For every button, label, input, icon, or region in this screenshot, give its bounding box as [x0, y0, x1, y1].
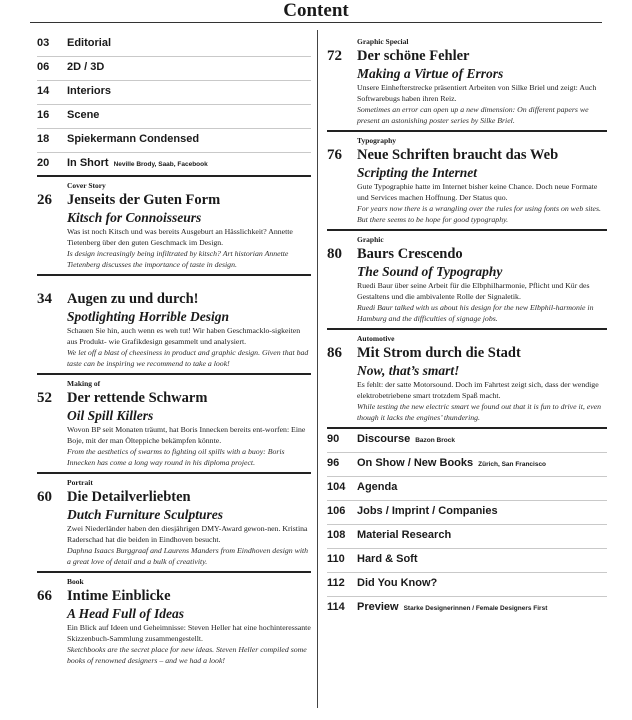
page-number: 18 — [37, 133, 50, 145]
category-label — [67, 280, 311, 290]
summary-english: Daphna Isaacs Burggraaf and Laurens Manders from Eindhoven design with a great love of detail and a bulk of creativity. — [67, 546, 309, 566]
headline-german: Der rettende Schwarm — [67, 390, 208, 406]
headline-english: Dutch Furniture Sculptures — [67, 507, 224, 522]
summary-english: Sketchbooks are the secret place for new ideas. Steven Heller compiled some books of renowned designers – and we had a look! — [67, 645, 307, 665]
toc-entry[interactable] — [327, 453, 607, 477]
entry-title: Material Research — [357, 529, 452, 541]
page-number: 06 — [37, 61, 50, 73]
page-number: 34 — [37, 291, 52, 307]
right-column — [327, 33, 607, 621]
summary-german: Unsere Einhefterstrecke präsentiert Arbeiten von Silke Briel und zeigt: Auch Softwarebugs haben ihren Reiz. — [357, 83, 597, 103]
left-column — [37, 33, 311, 670]
page-number: 14 — [37, 85, 50, 97]
category-label: Typography — [357, 136, 397, 145]
page-number: 72 — [327, 48, 342, 64]
headline-german: Augen zu und durch! — [67, 291, 199, 307]
summary-english: Is design increasingly being infiltrated by kitsch? Art historian Annette Tietenberg discusses the importance of taste in design. — [67, 249, 289, 269]
page-number: 96 — [327, 457, 340, 469]
entry-title: Jobs / Imprint / Companies — [357, 505, 498, 517]
entry-title: Did You Know? — [357, 577, 438, 589]
entry-title: On Show / New Books — [357, 457, 474, 469]
headline-english: A Head Full of Ideas — [67, 606, 185, 621]
summary-german: Was ist noch Kitsch und was bereits Ausgeburt an Hässlichkeit? Annette Tietenberg über den guten Geschmack im Design. — [67, 227, 293, 247]
page-number: 104 — [327, 481, 346, 493]
headline-english: Kitsch for Connoisseurs — [67, 210, 202, 225]
entry-title: 2D / 3D — [67, 61, 105, 73]
feature-entry[interactable] — [37, 276, 311, 375]
feature-entry[interactable] — [37, 474, 311, 573]
feature-entry[interactable] — [327, 330, 607, 429]
page-number: 16 — [37, 109, 50, 121]
category-label: Portrait — [67, 478, 93, 487]
entry-subtitle: Neville Brody, Saab, Facebook — [113, 161, 208, 168]
summary-german: Zwei Niederländer haben den diesjährigen DMY-Award gewon-nen. Kristina Raderschad hat die beiden in Eindhoven besucht. — [67, 524, 308, 544]
column-divider — [317, 30, 318, 708]
page-number: 114 — [327, 601, 345, 613]
entry-title: Agenda — [357, 481, 398, 493]
headline-german: Baurs Crescendo — [357, 246, 463, 262]
page-title: Content — [283, 0, 349, 21]
headline-english: Oil Spill Killers — [67, 408, 154, 423]
category-label: Making of — [67, 379, 101, 388]
category-label: Graphic — [357, 235, 384, 244]
summary-german: Schauen Sie hin, auch wenn es weh tut! Wir haben Geschmacklo-sigkeiten aus Produkt- wie Grafikdesign gesammelt und analysiert. — [67, 326, 301, 346]
headline-english: Spotlighting Horrible Design — [67, 309, 230, 324]
toc-entry[interactable] — [37, 33, 311, 57]
headline-english: Now, that’s smart! — [357, 363, 460, 378]
toc-entry[interactable] — [327, 549, 607, 573]
entry-title: Spiekermann Condensed — [67, 133, 200, 145]
headline-german: Mit Strom durch die Stadt — [357, 345, 521, 361]
toc-entry[interactable] — [327, 501, 607, 525]
page-number: 60 — [37, 489, 52, 505]
toc-entry[interactable] — [37, 57, 311, 81]
page-number: 66 — [37, 588, 52, 604]
category-label: Graphic Special — [357, 37, 409, 46]
headline-german: Neue Schriften braucht das Web — [357, 147, 559, 163]
headline-german: Intime Einblicke — [67, 588, 171, 604]
toc-entry[interactable] — [37, 81, 311, 105]
entry-title: Interiors — [67, 85, 112, 97]
page-number: 86 — [327, 345, 342, 361]
page-number: 03 — [37, 37, 50, 49]
page-number: 112 — [327, 577, 345, 589]
entry-subtitle: Zürich, San Francisco — [478, 461, 547, 468]
headline-english: Scripting the Internet — [357, 165, 478, 180]
summary-english: From the aesthetics of swarms to fighting oil spills with a buoy: Boris Innecken has come a long way round in his diploma project. — [67, 447, 285, 467]
entry-subtitle: Starke Designerinnen / Female Designers First — [403, 605, 548, 612]
page-number: 26 — [37, 192, 52, 208]
page-number: 80 — [327, 246, 342, 262]
headline-german: Die Detailverliebten — [67, 489, 191, 505]
feature-entry[interactable] — [37, 177, 311, 276]
toc-entry[interactable] — [327, 525, 607, 549]
toc-entry[interactable] — [327, 477, 607, 501]
toc-entry[interactable] — [37, 129, 311, 153]
summary-english: Sometimes an error can open up a new dimension: On different papers we present an astonishing poster series by Silke Briel. — [357, 105, 589, 125]
toc-entry[interactable] — [37, 153, 311, 177]
page-number: 20 — [37, 157, 50, 169]
category-label: Cover Story — [67, 181, 106, 190]
toc-entry[interactable] — [327, 429, 607, 453]
headline-english: Making a Virtue of Errors — [357, 66, 504, 81]
summary-english: For years now there is a wrangling over the rules for using fonts on web sites. But there seems to be hope for good typography. — [357, 204, 602, 224]
entry-title: Preview — [357, 601, 399, 613]
feature-entry[interactable] — [327, 231, 607, 330]
feature-entry[interactable] — [327, 132, 607, 231]
summary-german: Ein Blick auf Ideen und Geheimnisse: Steven Heller hat eine hochinteressante Skizzenbuch-Sammlung zusammengestellt. — [67, 623, 311, 643]
summary-english: Ruedi Baur talked with us about his design for the new Elbphil-harmonie in Hamburg and the difficulties of signage jobs. — [357, 303, 594, 323]
page-number: 76 — [327, 147, 342, 163]
summary-german: Es fehlt: der satte Motorsound. Doch im Fahrtest zeigt sich, dass der wendige elektrobetriebene smart trotzdem Spaß macht. — [357, 380, 599, 400]
entry-title: Editorial — [67, 37, 112, 49]
page-number: 106 — [327, 505, 346, 517]
summary-german: Ruedi Baur über seine Arbeit für die Elbphilharmonie, Pflicht und Kür des Gestaltens und die ambivalente Rolle der Signaletik. — [357, 281, 590, 301]
feature-entry[interactable] — [37, 573, 311, 670]
toc-entry[interactable] — [37, 105, 311, 129]
summary-english: While testing the new electric smart we found out that it is fun to drive it, even though it lacks the engines’ thundering. — [357, 402, 602, 422]
page-number: 108 — [327, 529, 346, 541]
summary-german: Gute Typographie hatte im Internet bisher keine Chance. Doch neue Formate und Services machen Hoffnung. Der Status quo. — [357, 182, 598, 202]
toc-entry[interactable] — [327, 597, 607, 621]
headline-german: Der schöne Fehler — [357, 48, 470, 64]
entry-title: Hard & Soft — [357, 553, 418, 565]
page-number: 52 — [37, 390, 52, 406]
entry-title: Discourse — [357, 433, 411, 445]
entry-title: Scene — [67, 109, 100, 121]
category-label: Automotive — [357, 334, 395, 343]
page-number: 110 — [327, 553, 345, 565]
summary-english: We let off a blast of cheesiness in product and graphic design. Given that bad taste can be inspiring we recommend to take a look! — [67, 348, 309, 368]
entry-title: In Short — [67, 157, 109, 169]
category-label: Book — [67, 577, 84, 586]
page-number: 90 — [327, 433, 340, 445]
headline-english: The Sound of Typography — [357, 264, 503, 279]
feature-entry[interactable] — [37, 375, 311, 474]
summary-german: Wovon BP seit Monaten träumt, hat Boris Innecken bereits ent-worfen: Eine Boje, mit der man Ölteppiche bekämpfen könnte. — [67, 425, 306, 445]
feature-entry[interactable] — [327, 33, 607, 132]
title-divider — [30, 22, 602, 23]
entry-subtitle: Bazon Brock — [415, 437, 455, 444]
toc-entry[interactable] — [327, 573, 607, 597]
headline-german: Jenseits der Guten Form — [67, 192, 221, 208]
